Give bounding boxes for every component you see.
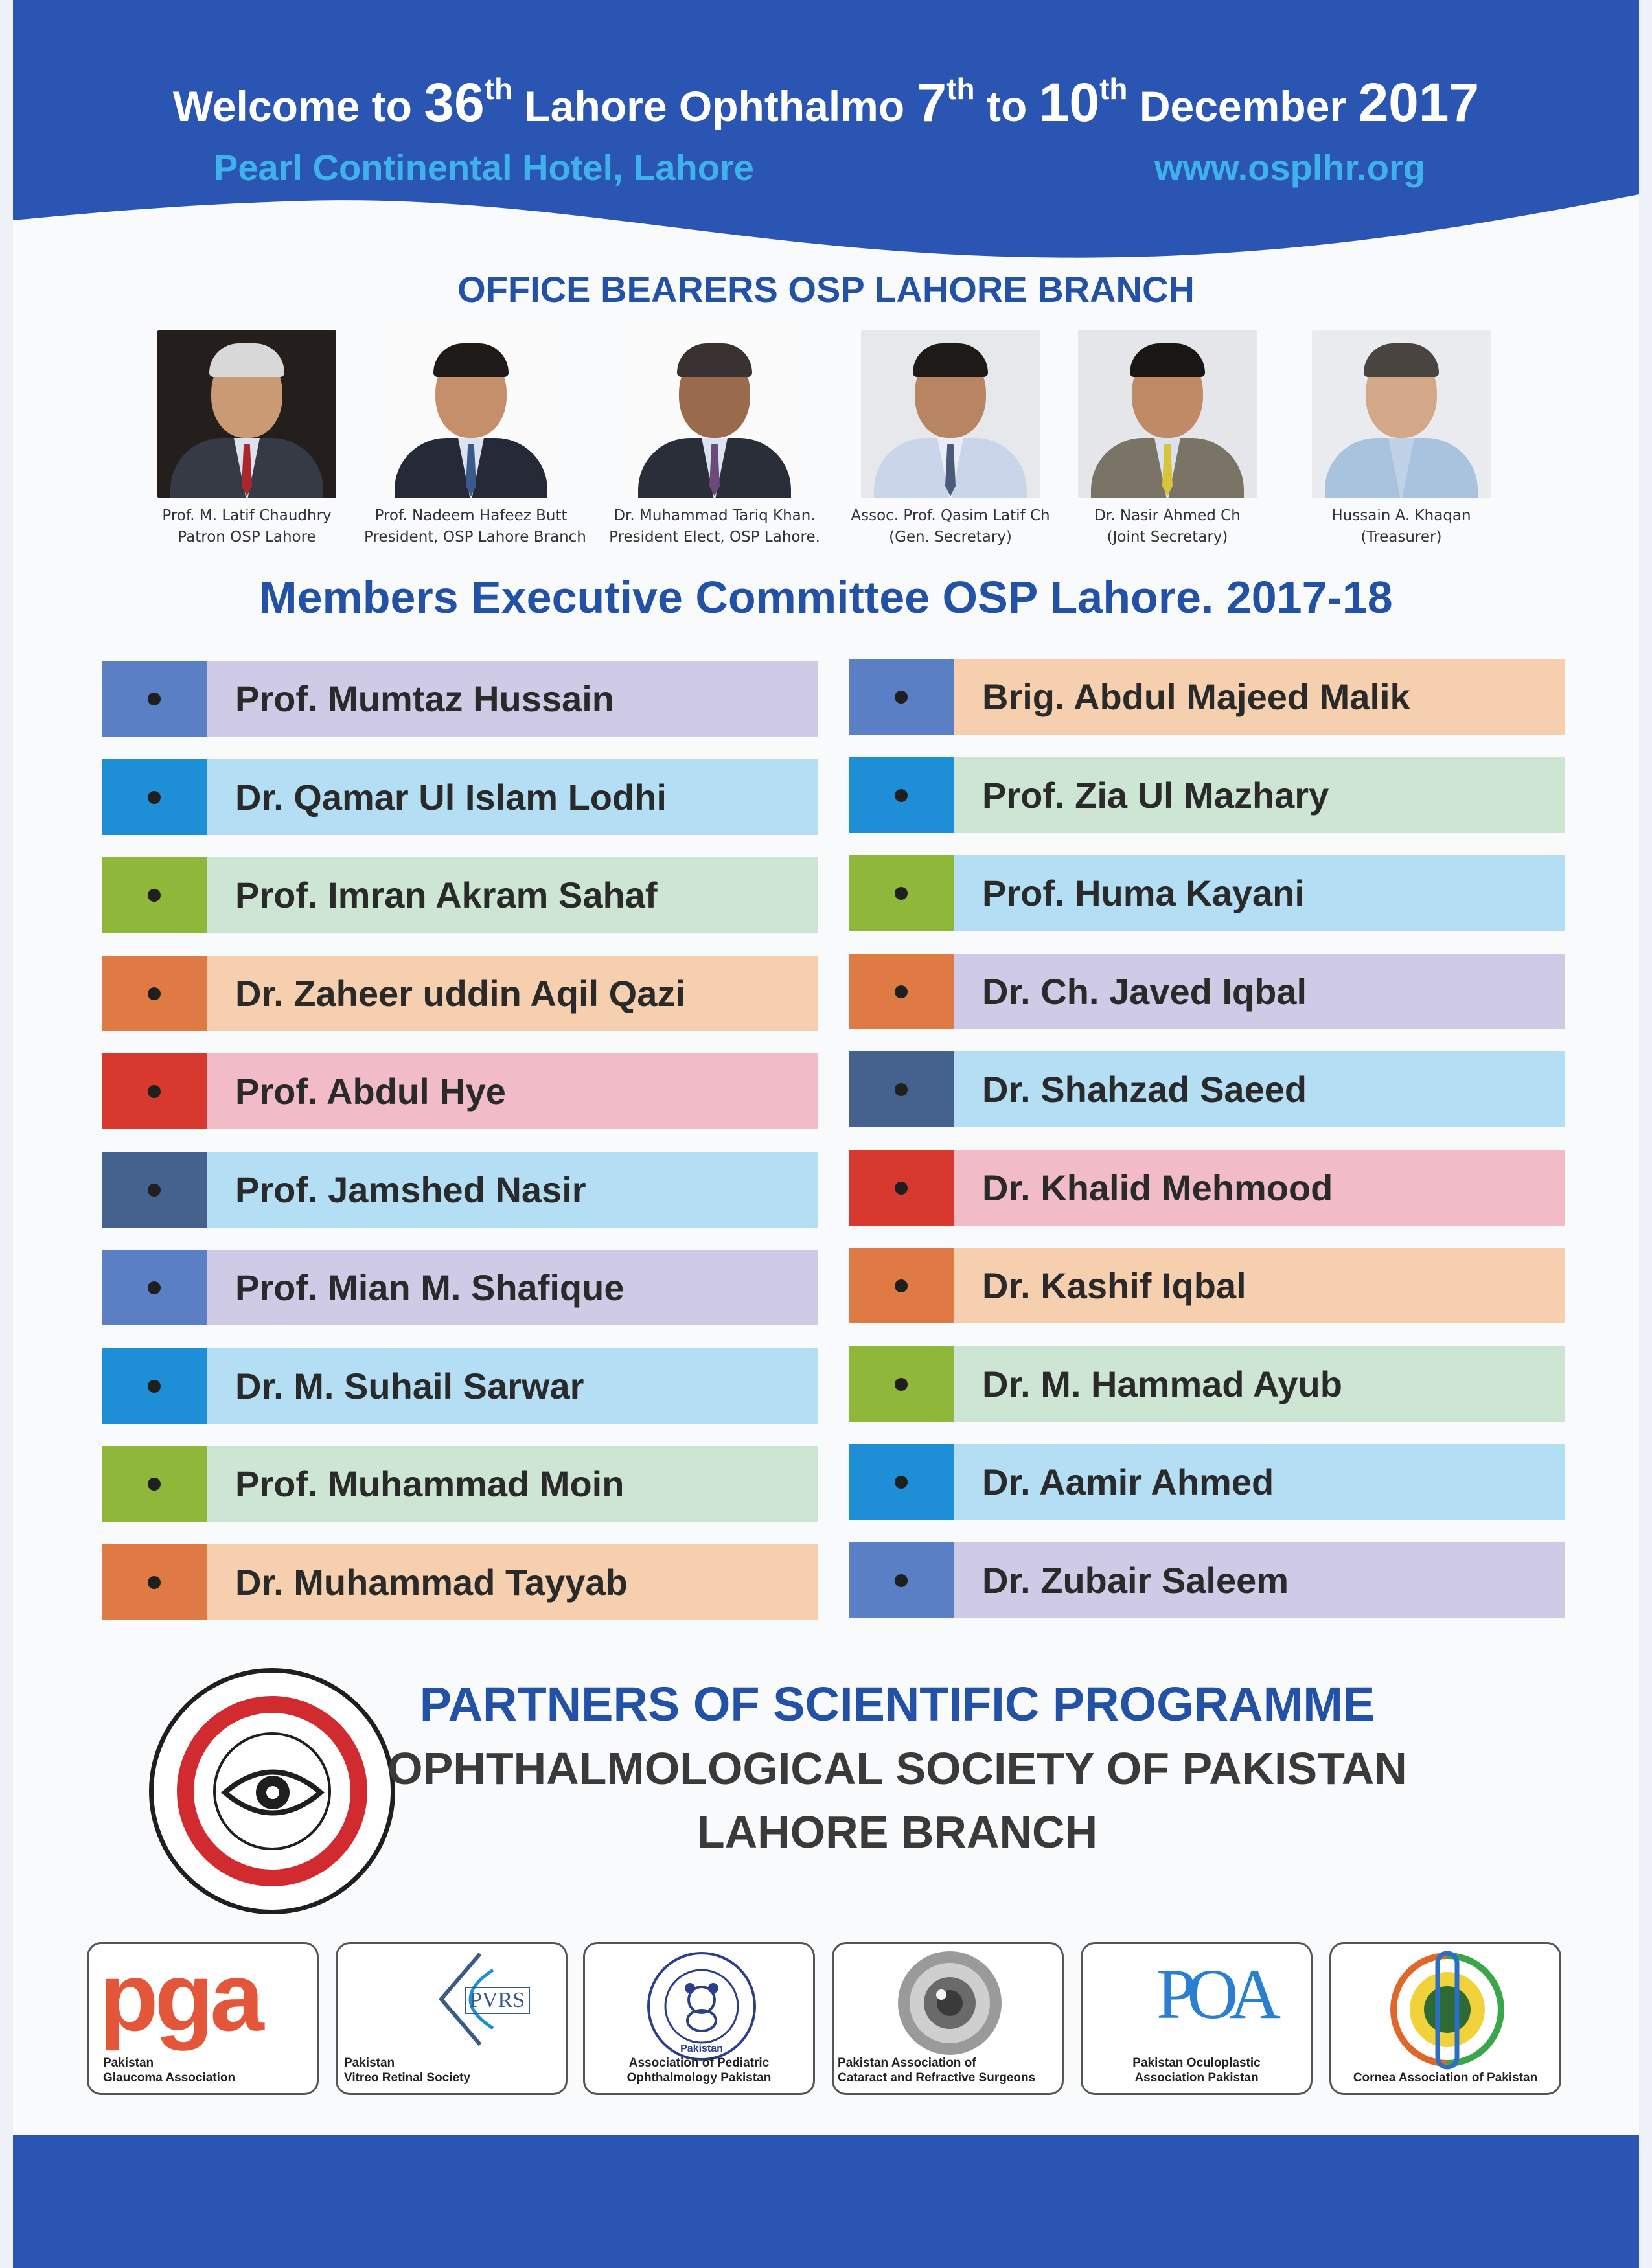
website-link[interactable]: www.osplhr.org (1154, 147, 1425, 188)
member-name: Dr. M. Hammad Ayub (982, 1363, 1342, 1404)
partners-title: PARTNERS OF SCIENTIFIC PROGRAMME (419, 1677, 1375, 1731)
bearer-photo (382, 330, 560, 498)
bearer-name: Assoc. Prof. Qasim Latif Ch (851, 507, 1050, 524)
cornea-eye-icon (1386, 1948, 1509, 2071)
logo-oculoplastic (1081, 1942, 1313, 2095)
bullet-icon (895, 789, 908, 802)
header-wave (13, 0, 1639, 272)
member-name: Dr. Zaheer uddin Aqil Qazi (235, 972, 685, 1014)
member-color-tab (849, 1542, 954, 1618)
committee-member (102, 1053, 818, 1129)
member-name: Prof. Mumtaz Hussain (235, 678, 614, 719)
logo-label: Vitreo Retinal Society (344, 2071, 470, 2085)
member-name: Dr. Muhammad Tayyab (235, 1561, 628, 1603)
member-name: Prof. Imran Akram Sahaf (235, 875, 658, 915)
logo-pga (87, 1942, 319, 2095)
bearer-name: Prof. Nadeem Hafeez Butt (374, 507, 568, 524)
bullet-icon (895, 985, 908, 998)
member-name: Prof. Muhammad Moin (235, 1463, 625, 1504)
bearer-card (1294, 330, 1508, 548)
committee-member (849, 1444, 1565, 1520)
logo-label: Association of Pediatric (628, 2056, 770, 2070)
member-name: Dr. Ch. Javed Iqbal (982, 970, 1307, 1012)
footer-band (13, 2135, 1639, 2268)
member-name: Dr. Khalid Mehmood (982, 1167, 1333, 1208)
member-color-tab (102, 857, 207, 933)
bearer-card (608, 330, 821, 548)
bearer-name: Dr. Nasir Ahmed Ch (1094, 507, 1241, 524)
member-color-tab (102, 1446, 207, 1522)
cataract-eye-icon (895, 1948, 1005, 2058)
committee-member (849, 954, 1565, 1029)
bearer-photo (1078, 330, 1257, 498)
branch-name: LAHORE BRANCH (696, 1807, 1098, 1857)
logo-label: Cornea Association of Pakistan (1353, 2071, 1538, 2085)
member-color-tab (102, 956, 207, 1031)
member-color-tab (849, 1150, 954, 1226)
logo-label: Ophthalmology Pakistan (626, 2071, 772, 2085)
brochure-page (13, 0, 1639, 2268)
bullet-icon (895, 887, 908, 900)
logo-label: Pakistan Oculoplastic (1132, 2056, 1261, 2070)
member-name: Dr. Zubair Saleem (982, 1559, 1289, 1601)
committee-member (102, 956, 818, 1031)
bullet-icon (148, 693, 161, 705)
committee-member (102, 661, 818, 737)
member-name: Prof. Huma Kayani (982, 873, 1305, 913)
member-color-tab (849, 1051, 954, 1127)
member-color-tab (849, 1444, 954, 1520)
member-color-tab (849, 1346, 954, 1422)
committee-member (102, 1348, 818, 1424)
committee-member (102, 759, 818, 835)
office-bearers-title: OFFICE BEARERS OSP LAHORE BRANCH (457, 269, 1195, 310)
bearer-role: (Joint Secretary) (1107, 529, 1228, 545)
member-name: Prof. Jamshed Nasir (235, 1169, 586, 1210)
organization-name: OPHTHALMOLOGICAL SOCIETY OF PAKISTAN (387, 1743, 1407, 1794)
committee-member (849, 659, 1565, 735)
bearer-card (140, 330, 354, 548)
committee-member (102, 1446, 818, 1522)
member-color-tab (849, 659, 954, 735)
committee-member (102, 1544, 818, 1620)
pediatric-mark: Pakistan (680, 2043, 723, 2054)
committee-member (102, 1152, 818, 1228)
bullet-icon (895, 1083, 908, 1096)
member-color-tab (849, 855, 954, 931)
header-band (13, 0, 1639, 272)
logo-label: Pakistan (103, 2056, 154, 2070)
member-color-tab (102, 1250, 207, 1325)
bearer-name: Prof. M. Latif Chaudhry (162, 507, 332, 524)
member-color-tab (849, 1248, 954, 1323)
bearer-role: (Gen. Secretary) (889, 529, 1012, 545)
pga-mark: pga (99, 1942, 260, 2051)
logo-pediatric (583, 1942, 815, 2095)
member-color-tab (102, 759, 207, 835)
bearer-name: Hussain A. Khaqan (1331, 507, 1471, 524)
member-color-tab (102, 1053, 207, 1129)
bullet-icon (895, 1182, 908, 1195)
member-name: Dr. Qamar Ul Islam Lodhi (235, 776, 667, 818)
member-name: Dr. Shahzad Saeed (982, 1069, 1307, 1110)
logo-label: Cataract and Refractive Surgeons (838, 2071, 1036, 2085)
committee-member (849, 757, 1565, 833)
bullet-icon (148, 1085, 161, 1098)
member-name: Prof. Mian M. Shafique (235, 1267, 625, 1308)
logo-label: Pakistan Association of (838, 2056, 976, 2070)
member-name: Dr. M. Suhail Sarwar (235, 1365, 584, 1406)
member-color-tab (849, 757, 954, 833)
pvrs-mark: PVRS (465, 1987, 530, 2014)
logo-pvrs (336, 1942, 568, 2095)
bullet-icon (148, 889, 161, 902)
bullet-icon (895, 1574, 908, 1587)
committee-member (102, 857, 818, 933)
committee-member (849, 1248, 1565, 1323)
bullet-icon (148, 987, 161, 1000)
bearer-name: Dr. Muhammad Tariq Khan. (614, 507, 816, 524)
member-color-tab (102, 1544, 207, 1620)
bullet-icon (148, 1184, 161, 1197)
bearer-card (843, 330, 1057, 548)
bullet-icon (895, 1279, 908, 1292)
member-name: Prof. Zia Ul Mazhary (982, 774, 1329, 816)
committee-member (849, 1051, 1565, 1127)
event-title: Welcome to 36th Lahore Ophthalmo 7th to 10th December 2017 (172, 72, 1480, 133)
bearer-photo (625, 330, 804, 498)
bearer-role: President, OSP Lahore Branch (364, 529, 586, 545)
poa-mark: POA (1156, 1954, 1272, 2033)
bearer-photo (157, 330, 336, 498)
bearer-role: (Treasurer) (1360, 529, 1442, 545)
bullet-icon (895, 1378, 908, 1391)
venue-text: Pearl Continental Hotel, Lahore (214, 147, 754, 188)
member-name: Brig. Abdul Majeed Malik (982, 676, 1410, 717)
member-name: Dr. Kashif Iqbal (982, 1265, 1246, 1306)
bearer-card (1061, 330, 1274, 548)
bearer-card (364, 330, 586, 548)
bullet-icon (148, 791, 161, 804)
bullet-icon (148, 1478, 161, 1491)
committee-member (849, 1150, 1565, 1226)
member-color-tab (849, 954, 954, 1029)
bearer-role: Patron OSP Lahore (178, 529, 316, 545)
logo-label: Glaucoma Association (103, 2071, 236, 2085)
bearer-role: President Elect, OSP Lahore. (609, 529, 820, 545)
member-name: Prof. Abdul Hye (235, 1071, 506, 1112)
logo-cataract (832, 1942, 1064, 2095)
member-color-tab (102, 1152, 207, 1228)
bullet-icon (895, 1476, 908, 1489)
bullet-icon (148, 1576, 161, 1589)
member-name: Dr. Aamir Ahmed (982, 1461, 1274, 1502)
bearer-photo (1312, 330, 1491, 498)
bullet-icon (895, 691, 908, 704)
pediatric-seal-icon (643, 1948, 760, 2065)
bearer-photo (861, 330, 1040, 498)
member-color-tab (102, 661, 207, 737)
committee-title: Members Executive Committee OSP Lahore. 2017-18 (259, 572, 1393, 623)
logo-label: Association Pakistan (1134, 2071, 1259, 2085)
member-color-tab (102, 1348, 207, 1424)
bullet-icon (148, 1380, 161, 1393)
committee-member (849, 1346, 1565, 1422)
logo-cornea (1329, 1942, 1561, 2095)
committee-member (849, 855, 1565, 931)
committee-member (102, 1250, 818, 1325)
committee-member (849, 1542, 1565, 1618)
bullet-icon (148, 1281, 161, 1294)
logo-label: Pakistan (344, 2056, 395, 2070)
